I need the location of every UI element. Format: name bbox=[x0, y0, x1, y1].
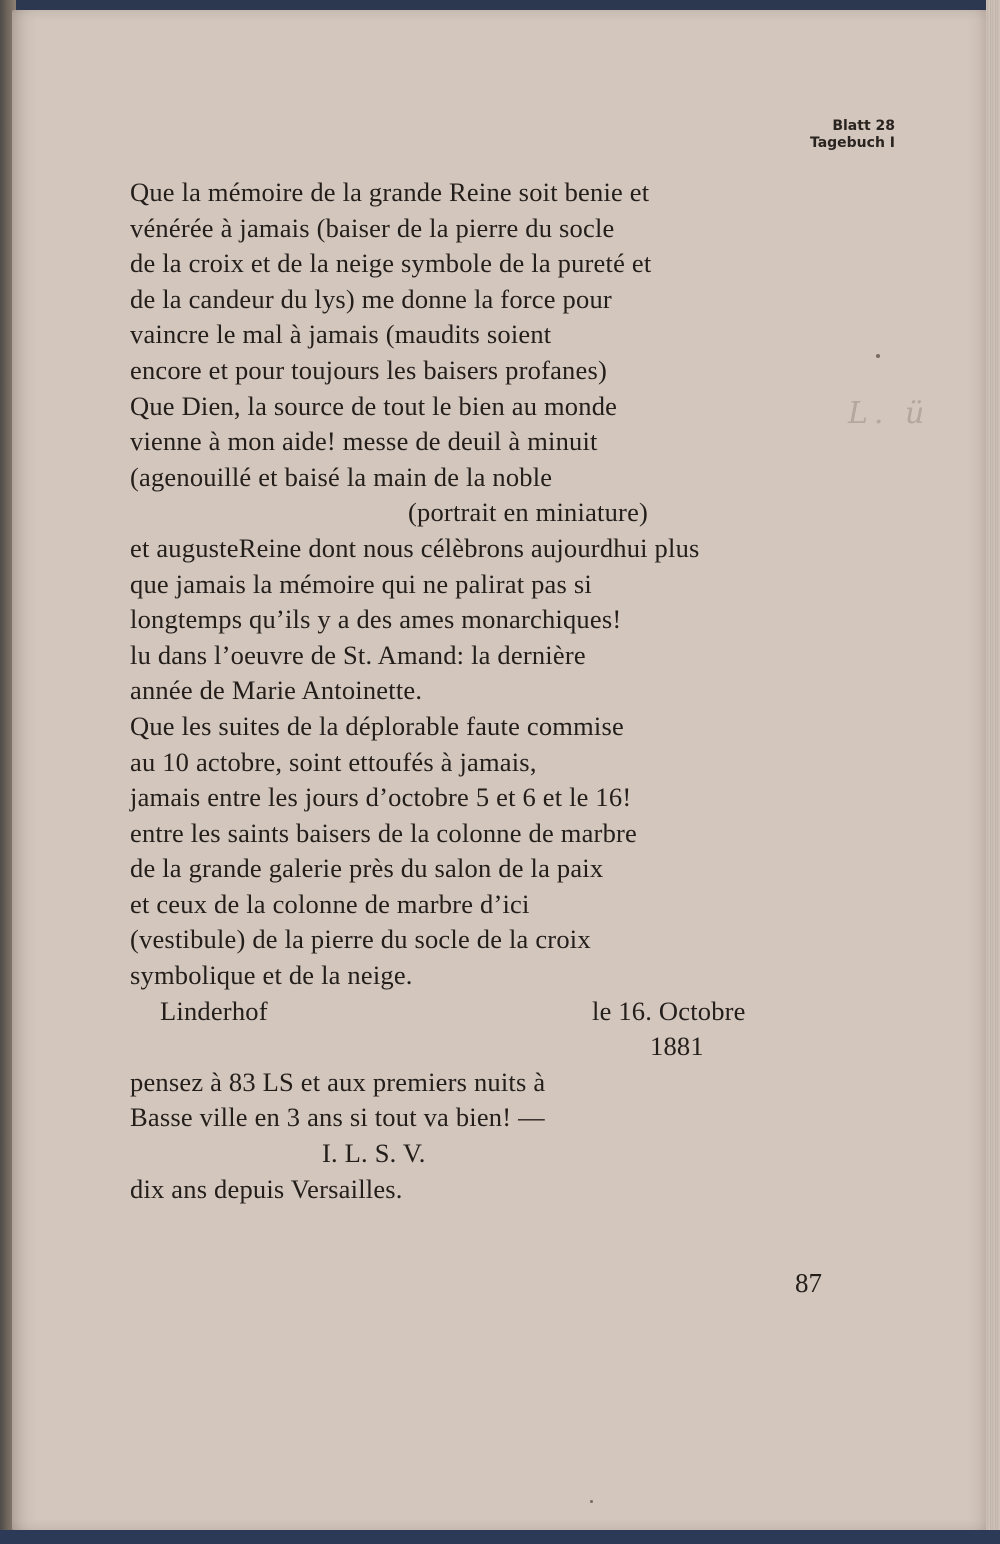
page-number: 87 bbox=[795, 1268, 822, 1298]
text-line: (portrait en miniature) bbox=[408, 497, 649, 528]
signature-row bbox=[130, 994, 850, 1030]
text-line: de la croix et de la neige symbole de la pureté et bbox=[130, 248, 652, 279]
text-line: (vestibule) de la pierre du socle de la croix bbox=[130, 924, 591, 955]
text-line: et augusteReine dont nous célèbrons aujourdhui plus bbox=[130, 532, 700, 563]
text-line: vaincre le mal à jamais (maudits soient bbox=[130, 319, 552, 350]
text-line: Que les suites de la déplorable faute commise bbox=[130, 710, 624, 741]
text-line: vénérée à jamais (baiser de la pierre du socle bbox=[130, 212, 615, 243]
text-line: de la grande galerie près du salon de la paix bbox=[130, 853, 604, 884]
page-edges bbox=[986, 0, 1000, 1544]
text-line: longtemps qu’ils y a des ames monarchiques! bbox=[130, 604, 622, 635]
header-sheet-number: Blatt 28 bbox=[832, 118, 895, 134]
text-line: Basse ville en 3 ans si tout va bien! — bbox=[130, 1102, 545, 1133]
signature-place: Linderhof bbox=[160, 995, 268, 1026]
text-line: dix ans depuis Versailles. bbox=[130, 1173, 403, 1204]
text-line: lu dans l’oeuvre de St. Amand: la dernière bbox=[130, 639, 586, 670]
text-line: que jamais la mémoire qui ne palirat pas si bbox=[130, 568, 592, 599]
ink-speck bbox=[590, 1500, 593, 1503]
page-header bbox=[810, 118, 895, 152]
text-line: pensez à 83 LS et aux premiers nuits à bbox=[130, 1066, 546, 1097]
initials: I. L. S. V. bbox=[322, 1138, 426, 1169]
book-cover-top-edge bbox=[0, 0, 1000, 10]
text-line: (agenouillé et baisé la main de la noble bbox=[130, 461, 553, 492]
ink-speck bbox=[876, 354, 880, 358]
signature-year: 1881 bbox=[650, 1031, 704, 1062]
text-line: encore et pour toujours les baisers profanes) bbox=[130, 354, 608, 385]
text-line: entre les saints baisers de la colonne de marbre bbox=[130, 817, 638, 848]
text-line: Que la mémoire de la grande Reine soit benie et bbox=[130, 177, 650, 207]
text-line: de la candeur du lys) me donne la force pour bbox=[130, 283, 612, 314]
margin-pencil-note: L. ü bbox=[848, 396, 931, 431]
signature-date: le 16. Octobre bbox=[592, 995, 746, 1026]
text-line: année de Marie Antoinette. bbox=[130, 675, 423, 706]
text-line: Que Dien, la source de tout le bien au monde bbox=[130, 390, 618, 421]
text-line: au 10 actobre, soint ettoufés à jamais, bbox=[130, 746, 537, 777]
header-diary-title: Tagebuch I bbox=[809, 135, 895, 151]
text-line: vienne à mon aide! messe de deuil à minuit bbox=[130, 426, 598, 457]
diary-text bbox=[130, 175, 850, 1207]
text-line: symbolique et de la neige. bbox=[130, 960, 413, 991]
text-line: et ceux de la colonne de marbre d’ici bbox=[130, 888, 530, 919]
text-line: jamais entre les jours d’octobre 5 et 6 et le 16! bbox=[130, 782, 632, 813]
book-cover-bottom-edge bbox=[0, 1530, 1000, 1544]
